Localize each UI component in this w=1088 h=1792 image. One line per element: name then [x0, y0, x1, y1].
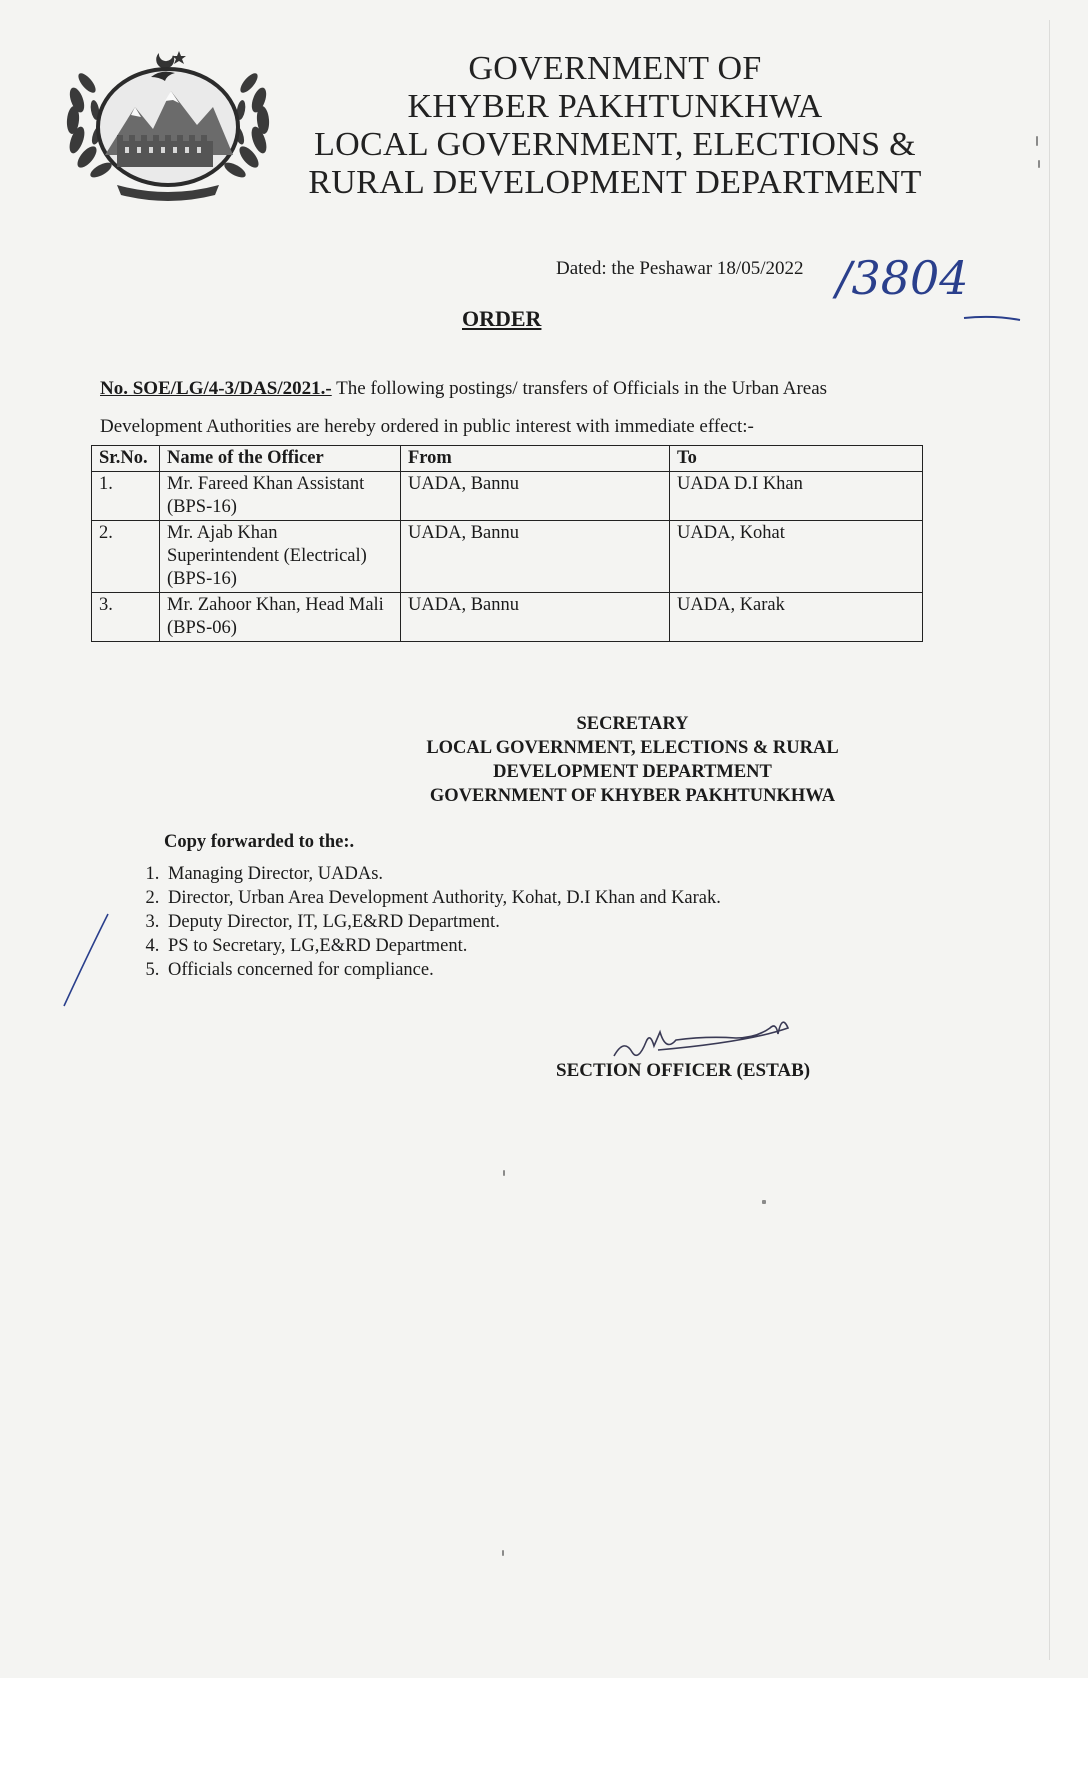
secretary-line: DEVELOPMENT DEPARTMENT	[493, 762, 772, 782]
handwritten-margin-stroke	[60, 910, 130, 1010]
order-reference-number: No. SOE/LG/4-3/DAS/2021.-	[100, 378, 332, 399]
secretary-line: LOCAL GOVERNMENT, ELECTIONS & RURAL	[426, 738, 839, 758]
list-item: 2. Director, Urban Area Development Authority, Kohat, D.I Khan and Karak.	[164, 886, 721, 910]
header-line: KHYBER PAKHTUNKHWA	[407, 88, 823, 125]
list-item: 3. Deputy Director, IT, LG,E&RD Department.	[164, 910, 721, 934]
cell-sr-no: 3.	[92, 593, 160, 642]
secretary-designation	[380, 712, 885, 808]
list-item: 4. PS to Secretary, LG,E&RD Department.	[164, 934, 721, 958]
list-item: 1. Managing Director, UADAs.	[164, 862, 721, 886]
postings-table	[91, 445, 923, 642]
scan-speck	[502, 1550, 504, 1556]
scan-speck	[762, 1200, 766, 1204]
cell-to: UADA D.I Khan	[670, 472, 923, 521]
scan-speck	[1038, 160, 1040, 168]
header-line: LOCAL GOVERNMENT, ELECTIONS &	[314, 126, 916, 163]
column-header-sr-no: Sr.No.	[92, 446, 160, 472]
cell-from: UADA, Bannu	[401, 593, 670, 642]
order-intro-text: The following postings/ transfers of Officials in the Urban Areas Development Authorities are hereby ordered in public interest with immediate effect:-	[100, 378, 828, 437]
column-header-name: Name of the Officer	[160, 446, 401, 472]
column-header-to: To	[670, 446, 923, 472]
copy-forwarded-title: Copy forwarded to the:.	[164, 832, 355, 852]
table-row	[92, 521, 923, 593]
department-header	[290, 50, 940, 202]
cell-sr-no: 2.	[92, 521, 160, 593]
header-line: RURAL DEVELOPMENT DEPARTMENT	[308, 164, 922, 201]
list-item: 5. Officials concerned for compliance.	[164, 958, 721, 982]
header-line: GOVERNMENT OF	[468, 50, 762, 87]
date-line: Dated: the Peshawar 18/05/2022	[556, 258, 804, 279]
cell-from: UADA, Bannu	[401, 472, 670, 521]
secretary-line: GOVERNMENT OF KHYBER PAKHTUNKHWA	[429, 786, 836, 806]
column-header-from: From	[401, 446, 670, 472]
cell-to: UADA, Karak	[670, 593, 923, 642]
handwritten-diary-number	[832, 228, 1032, 328]
cell-to: UADA, Kohat	[670, 521, 923, 593]
copy-forwarded-list	[128, 862, 721, 982]
table-header-row	[92, 446, 923, 472]
secretary-line: SECRETARY	[576, 714, 689, 734]
handwritten-number-text: /3804	[836, 251, 969, 305]
cell-officer-name: Mr. Zahoor Khan, Head Mali (BPS-06)	[160, 593, 401, 642]
cell-officer-name: Mr. Fareed Khan Assistant (BPS-16)	[160, 472, 401, 521]
order-title: ORDER	[462, 306, 542, 331]
cell-sr-no: 1.	[92, 472, 160, 521]
scan-edge-line	[1049, 20, 1050, 1660]
order-intro-paragraph	[100, 370, 930, 446]
scan-speck	[503, 1170, 505, 1176]
kp-government-emblem	[55, 45, 281, 205]
section-officer-signatory: SECTION OFFICER (ESTAB)	[556, 1060, 811, 1081]
cell-officer-name: Mr. Ajab Khan Superintendent (Electrical) (BPS-16)	[160, 521, 401, 593]
table-row	[92, 593, 923, 642]
table-row	[92, 472, 923, 521]
cell-from: UADA, Bannu	[401, 521, 670, 593]
scan-speck	[1036, 136, 1038, 146]
